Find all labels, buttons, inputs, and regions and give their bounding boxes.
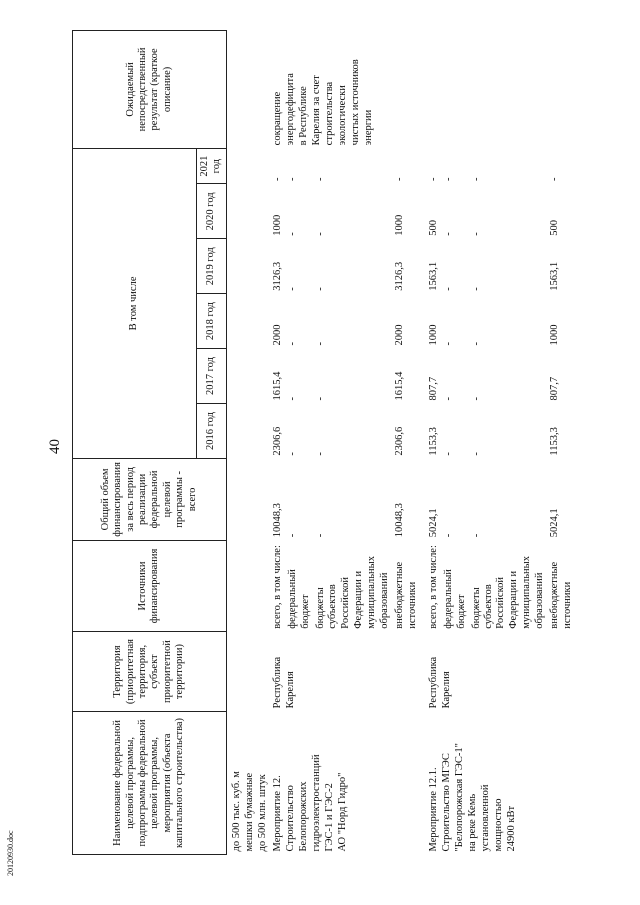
spacer-row [576,31,582,855]
text-line: бюджет [455,594,467,629]
text-line: сокращение [271,91,283,146]
text-line: Строительство [284,785,296,852]
year-value: 1563,1 [549,261,561,291]
text-line: Федерации и [352,570,364,629]
text-line: Мероприятие 12. [271,775,283,852]
expected-result [271,31,421,149]
text-line: всего, в том числе: [427,545,439,629]
text-line: бюджеты субъектов [314,584,339,629]
header-including: В том числе [73,148,197,458]
total-value: - [286,533,298,538]
rotated-table-container [72,30,640,855]
total-value: 10048,3 [393,503,405,538]
activity-name [271,711,421,854]
year-value: - [286,452,298,456]
year-value: 2306,6 [271,426,283,456]
year-value: 1615,4 [393,371,405,401]
text-line: Карелия [440,671,452,709]
header-territory: Территория (приоритетная территория, субъект приоритетной территории) [73,632,227,712]
text-line: Российской [495,576,507,629]
year-value: - [470,397,482,401]
text-line: энергодефицита [284,73,296,146]
text-line: образований [378,572,390,629]
text-line: чистых источников [349,59,361,146]
year-value: - [442,177,454,181]
year-value: 500 [427,219,439,236]
year-value: - [393,177,405,181]
text-line: Карелия за счет [310,75,322,146]
document-id: 20120930.doc [6,830,15,876]
funding-source [314,540,393,632]
header-year: 2018 год [197,294,227,349]
text-line: муниципальных [365,556,377,629]
continuation-text [226,711,271,854]
text-line: ГЭС-1 и ГЭС-2 [323,783,335,852]
year-value: - [314,397,326,401]
year-value: 2000 [271,324,283,346]
year-value: 1615,4 [271,371,283,401]
text-line: Белопорожских [297,781,309,852]
text-line: бюджет [299,594,311,629]
text-line: Карелия [284,671,296,709]
text-line: установленной [479,784,491,852]
total-value: 10048,3 [271,503,283,538]
header-year: 2017 год [197,348,227,403]
text-line: Республика [427,656,439,709]
total-value: - [442,533,454,538]
total-value: 5024,1 [427,508,439,538]
year-value: 1000 [427,324,439,346]
text-line: внебюджетные [393,561,405,629]
funding-source [286,540,314,632]
text-line: АО "Норд Гидро" [336,772,348,852]
text-line: образований [534,572,546,629]
page-number: 40 [47,439,63,454]
text-line: мешки бумажные [243,772,255,852]
text-line: федеральный [442,569,454,629]
text-line: Мероприятие 12.1. [427,767,439,852]
total-value: - [314,533,326,538]
financing-table [72,30,582,855]
text-line: гидроэлектростанций [310,754,322,852]
text-line: Республика [271,656,283,709]
header-year: 2020 год [197,184,227,239]
year-value: - [470,177,482,181]
text-line: до 500 млн. штук [256,774,268,852]
table-row [427,31,442,855]
year-value: - [286,287,298,291]
text-line: на реке Кемь [466,793,478,852]
territory [427,632,577,712]
funding-source [548,540,576,632]
text-line: источники [406,581,418,629]
text-line: до 500 тыс. куб. м [230,771,242,852]
funding-source [470,540,549,632]
year-value: 1000 [393,214,405,236]
text-line: всего, в том числе: [271,545,283,629]
text-line: Российской [339,576,351,629]
year-value: 807,7 [427,376,439,401]
total-value: - [470,533,482,538]
year-value: 1000 [549,324,561,346]
funding-source [427,540,442,632]
year-value: 2000 [393,324,405,346]
funding-source [271,540,286,632]
year-value: 1563,1 [427,261,439,291]
text-line: строительства [323,81,335,146]
year-value: 3126,3 [393,261,405,291]
year-value: 1153,3 [549,427,561,456]
text-line: Федерации и [508,570,520,629]
year-value: 807,7 [549,376,561,401]
year-value: - [442,341,454,346]
year-value: - [286,341,298,346]
year-value: - [442,452,454,456]
header-year: 2021 год [197,148,227,184]
text-line: внебюджетные [549,561,561,629]
text-line: мощностью [492,798,504,852]
text-line: бюджеты субъектов [470,584,494,629]
year-value: 500 [549,219,561,236]
header-name: Наименование федеральной целевой программы, подпрограммы федеральной целевой программы, мероприятия (объекта капитального строительства) [73,711,227,854]
year-value: - [470,341,482,346]
text-line: "Белопорожская ГЭС-1" [453,743,465,852]
header-year: 2016 год [197,404,227,459]
year-value: - [286,177,298,181]
header-year: 2019 год [197,239,227,294]
year-value: - [314,341,326,346]
text-line: федеральный [286,569,298,629]
year-value: 1000 [271,214,283,236]
continuation-row [226,31,271,855]
year-value: - [314,232,326,236]
text-line: 24900 кВт [505,805,517,852]
funding-source [393,540,421,632]
year-value: - [442,232,454,236]
year-value: - [286,232,298,236]
activity-name [427,711,577,854]
year-value: - [549,177,561,181]
year-value: - [470,287,482,291]
expected-result [427,31,577,149]
year-value: 3126,3 [271,261,283,291]
funding-source [442,540,470,632]
text-line: в Республике [297,86,309,146]
year-value: - [314,177,326,181]
year-value: - [470,452,482,456]
year-value: - [314,452,326,456]
text-line: муниципальных [521,556,533,629]
header-sources: Источники финансирования [73,540,227,632]
year-value: - [427,177,439,181]
text-line: экологически [336,85,348,146]
table-row [271,31,286,855]
year-value: - [442,397,454,401]
year-value: - [314,287,326,291]
year-value: - [442,287,454,291]
header-result: Ожидаемый непосредственный результат (краткое описание) [73,31,227,149]
header-total: Общий объем финансирования за весь период реализации федеральной целевой программы - всего [73,459,227,541]
year-value: - [271,177,283,181]
year-value: - [470,232,482,236]
year-value: - [286,397,298,401]
territory [271,632,421,712]
total-value: 5024,1 [549,508,561,538]
text-line: Строительство МГЭС [440,753,452,852]
text-line: источники [562,581,574,629]
year-value: 1153,3 [427,427,439,456]
year-value: 2306,6 [393,426,405,456]
text-line: энергии [362,109,374,146]
